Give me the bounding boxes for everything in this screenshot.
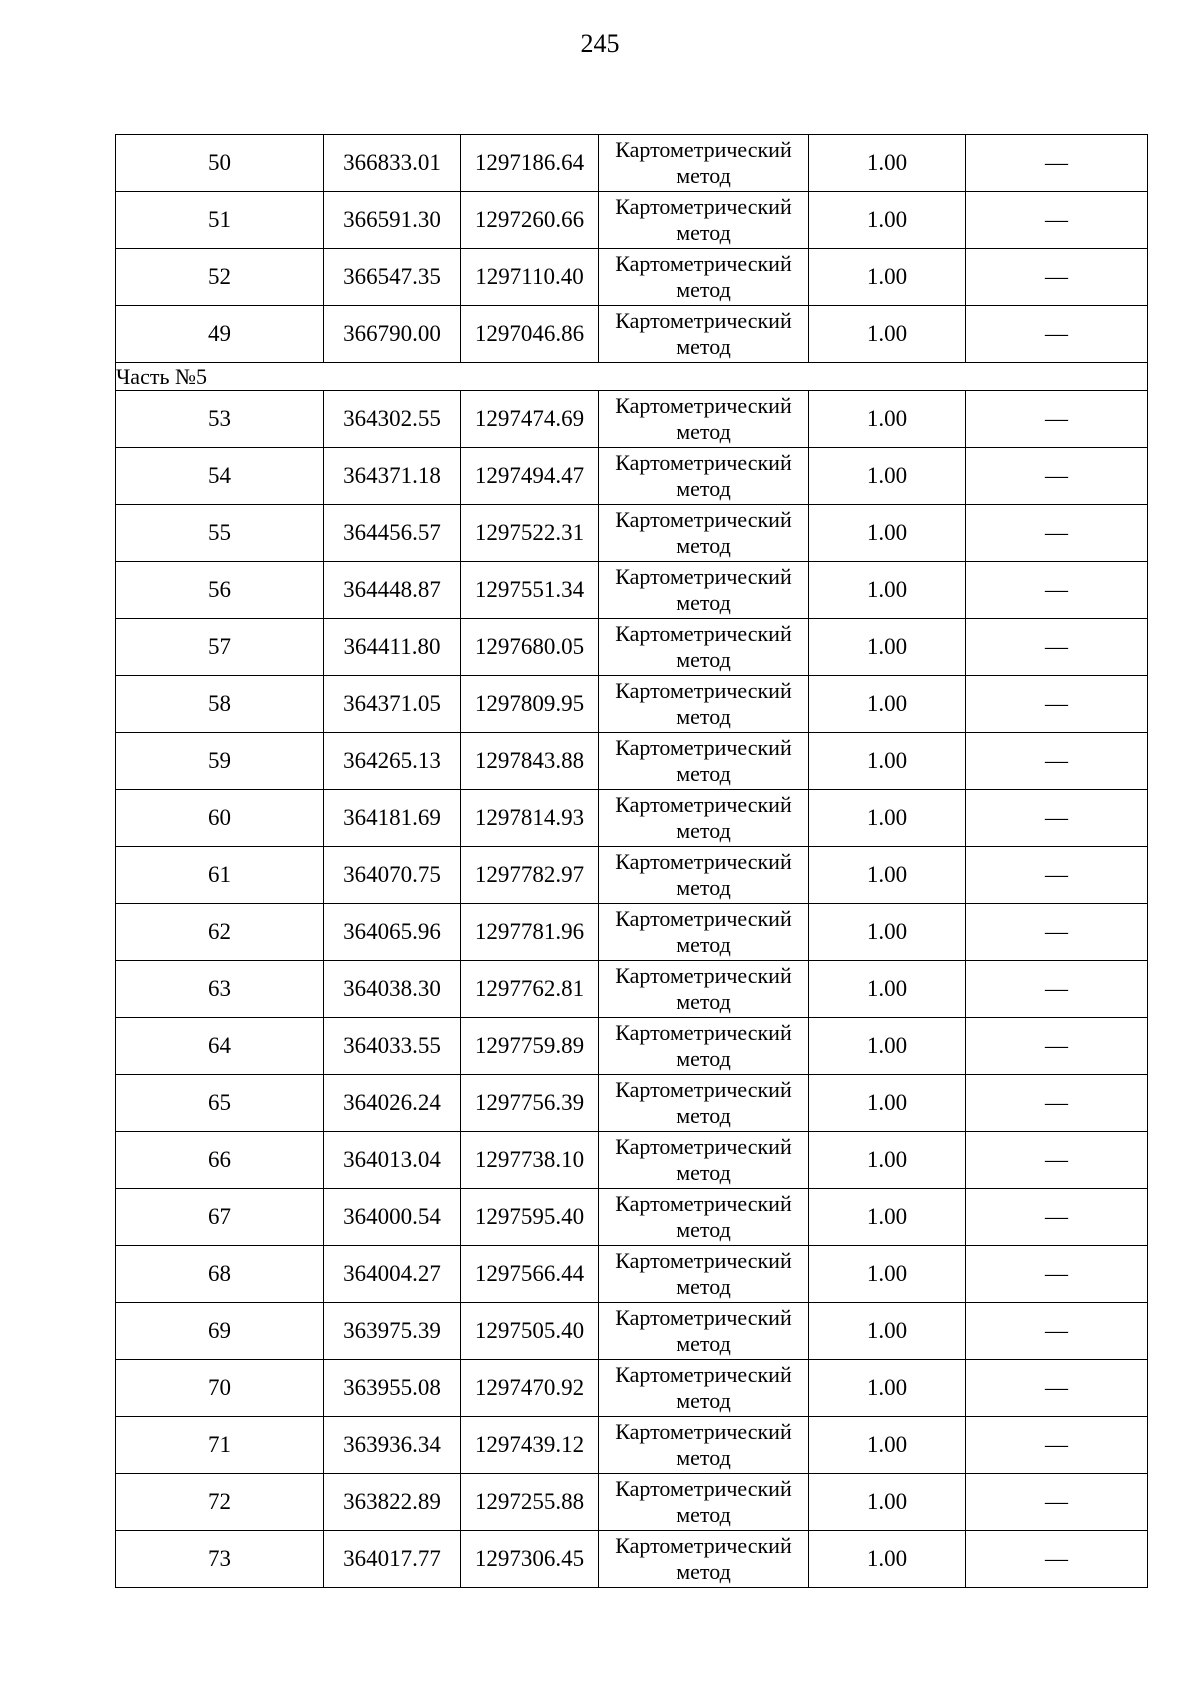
table-row — [116, 1531, 1148, 1588]
x-coordinate-cell: 366547.35 — [324, 249, 461, 306]
point-number-cell: 56 — [116, 562, 324, 619]
method-cell: Картометрический метод — [599, 1132, 809, 1189]
method-cell: Картометрический метод — [599, 562, 809, 619]
method-cell: Картометрический метод — [599, 1303, 809, 1360]
x-coordinate-cell: 364448.87 — [324, 562, 461, 619]
y-coordinate-cell: 1297595.40 — [461, 1189, 599, 1246]
method-cell: Картометрический метод — [599, 1531, 809, 1588]
table-row — [116, 1075, 1148, 1132]
point-number-cell: 69 — [116, 1303, 324, 1360]
accuracy-cell: 1.00 — [809, 961, 966, 1018]
note-cell: — — [966, 1018, 1148, 1075]
note-cell: — — [966, 733, 1148, 790]
y-coordinate-cell: 1297306.45 — [461, 1531, 599, 1588]
x-coordinate-cell: 364026.24 — [324, 1075, 461, 1132]
accuracy-cell: 1.00 — [809, 391, 966, 448]
x-coordinate-cell: 363955.08 — [324, 1360, 461, 1417]
x-coordinate-cell: 364000.54 — [324, 1189, 461, 1246]
table-row — [116, 904, 1148, 961]
x-coordinate-cell: 364013.04 — [324, 1132, 461, 1189]
accuracy-cell: 1.00 — [809, 1246, 966, 1303]
note-cell: — — [966, 391, 1148, 448]
method-cell: Картометрический метод — [599, 391, 809, 448]
note-cell: — — [966, 505, 1148, 562]
accuracy-cell: 1.00 — [809, 1303, 966, 1360]
point-number-cell: 53 — [116, 391, 324, 448]
y-coordinate-cell: 1297814.93 — [461, 790, 599, 847]
point-number-cell: 58 — [116, 676, 324, 733]
point-number-cell: 54 — [116, 448, 324, 505]
point-number-cell: 51 — [116, 192, 324, 249]
point-number-cell: 60 — [116, 790, 324, 847]
note-cell: — — [966, 676, 1148, 733]
table-row — [116, 1132, 1148, 1189]
table-row — [116, 733, 1148, 790]
point-number-cell: 71 — [116, 1417, 324, 1474]
x-coordinate-cell: 363936.34 — [324, 1417, 461, 1474]
y-coordinate-cell: 1297843.88 — [461, 733, 599, 790]
point-number-cell: 64 — [116, 1018, 324, 1075]
accuracy-cell: 1.00 — [809, 733, 966, 790]
table-row — [116, 505, 1148, 562]
accuracy-cell: 1.00 — [809, 904, 966, 961]
y-coordinate-cell: 1297809.95 — [461, 676, 599, 733]
accuracy-cell: 1.00 — [809, 562, 966, 619]
x-coordinate-cell: 366790.00 — [324, 306, 461, 363]
note-cell: — — [966, 562, 1148, 619]
table-row — [116, 1303, 1148, 1360]
note-cell: — — [966, 448, 1148, 505]
accuracy-cell: 1.00 — [809, 790, 966, 847]
accuracy-cell: 1.00 — [809, 619, 966, 676]
y-coordinate-cell: 1297505.40 — [461, 1303, 599, 1360]
y-coordinate-cell: 1297782.97 — [461, 847, 599, 904]
note-cell: — — [966, 1132, 1148, 1189]
y-coordinate-cell: 1297756.39 — [461, 1075, 599, 1132]
method-cell: Картометрический метод — [599, 505, 809, 562]
x-coordinate-cell: 364371.18 — [324, 448, 461, 505]
x-coordinate-cell: 364033.55 — [324, 1018, 461, 1075]
x-coordinate-cell: 363975.39 — [324, 1303, 461, 1360]
method-cell: Картометрический метод — [599, 1018, 809, 1075]
accuracy-cell: 1.00 — [809, 1075, 966, 1132]
coordinates-table-body — [116, 135, 1148, 1588]
accuracy-cell: 1.00 — [809, 1360, 966, 1417]
x-coordinate-cell: 366591.30 — [324, 192, 461, 249]
y-coordinate-cell: 1297762.81 — [461, 961, 599, 1018]
table-row — [116, 391, 1148, 448]
accuracy-cell: 1.00 — [809, 847, 966, 904]
method-cell: Картометрический метод — [599, 135, 809, 192]
table-row — [116, 847, 1148, 904]
y-coordinate-cell: 1297470.92 — [461, 1360, 599, 1417]
y-coordinate-cell: 1297110.40 — [461, 249, 599, 306]
method-cell: Картометрический метод — [599, 1189, 809, 1246]
method-cell: Картометрический метод — [599, 1417, 809, 1474]
x-coordinate-cell: 364411.80 — [324, 619, 461, 676]
method-cell: Картометрический метод — [599, 676, 809, 733]
table-row — [116, 249, 1148, 306]
accuracy-cell: 1.00 — [809, 505, 966, 562]
accuracy-cell: 1.00 — [809, 448, 966, 505]
table-row — [116, 1246, 1148, 1303]
point-number-cell: 50 — [116, 135, 324, 192]
method-cell: Картометрический метод — [599, 448, 809, 505]
method-cell: Картометрический метод — [599, 1474, 809, 1531]
note-cell: — — [966, 904, 1148, 961]
note-cell: — — [966, 249, 1148, 306]
note-cell: — — [966, 1360, 1148, 1417]
point-number-cell: 57 — [116, 619, 324, 676]
x-coordinate-cell: 364038.30 — [324, 961, 461, 1018]
point-number-cell: 62 — [116, 904, 324, 961]
note-cell: — — [966, 1246, 1148, 1303]
method-cell: Картометрический метод — [599, 249, 809, 306]
point-number-cell: 67 — [116, 1189, 324, 1246]
table-row — [116, 1018, 1148, 1075]
table-row — [116, 192, 1148, 249]
section-header-row — [116, 363, 1148, 391]
point-number-cell: 70 — [116, 1360, 324, 1417]
accuracy-cell: 1.00 — [809, 1018, 966, 1075]
y-coordinate-cell: 1297186.64 — [461, 135, 599, 192]
accuracy-cell: 1.00 — [809, 306, 966, 363]
x-coordinate-cell: 364070.75 — [324, 847, 461, 904]
y-coordinate-cell: 1297046.86 — [461, 306, 599, 363]
accuracy-cell: 1.00 — [809, 192, 966, 249]
method-cell: Картометрический метод — [599, 1075, 809, 1132]
point-number-cell: 55 — [116, 505, 324, 562]
note-cell: — — [966, 1474, 1148, 1531]
point-number-cell: 66 — [116, 1132, 324, 1189]
accuracy-cell: 1.00 — [809, 1474, 966, 1531]
x-coordinate-cell: 364017.77 — [324, 1531, 461, 1588]
method-cell: Картометрический метод — [599, 1246, 809, 1303]
accuracy-cell: 1.00 — [809, 249, 966, 306]
point-number-cell: 49 — [116, 306, 324, 363]
note-cell: — — [966, 790, 1148, 847]
table-row — [116, 448, 1148, 505]
method-cell: Картометрический метод — [599, 904, 809, 961]
point-number-cell: 65 — [116, 1075, 324, 1132]
x-coordinate-cell: 364456.57 — [324, 505, 461, 562]
coordinates-table — [115, 134, 1148, 1588]
method-cell: Картометрический метод — [599, 847, 809, 904]
method-cell: Картометрический метод — [599, 192, 809, 249]
accuracy-cell: 1.00 — [809, 1132, 966, 1189]
x-coordinate-cell: 364371.05 — [324, 676, 461, 733]
point-number-cell: 52 — [116, 249, 324, 306]
note-cell: — — [966, 1189, 1148, 1246]
method-cell: Картометрический метод — [599, 733, 809, 790]
table-row — [116, 1189, 1148, 1246]
table-row — [116, 306, 1148, 363]
x-coordinate-cell: 364065.96 — [324, 904, 461, 961]
table-row — [116, 562, 1148, 619]
page-number: 245 — [580, 29, 620, 58]
point-number-cell: 68 — [116, 1246, 324, 1303]
point-number-cell: 63 — [116, 961, 324, 1018]
method-cell: Картометрический метод — [599, 619, 809, 676]
y-coordinate-cell: 1297759.89 — [461, 1018, 599, 1075]
section-label: Часть №5 — [116, 363, 1148, 391]
note-cell: — — [966, 135, 1148, 192]
accuracy-cell: 1.00 — [809, 676, 966, 733]
x-coordinate-cell: 364181.69 — [324, 790, 461, 847]
table-row — [116, 619, 1148, 676]
note-cell: — — [966, 192, 1148, 249]
y-coordinate-cell: 1297494.47 — [461, 448, 599, 505]
table-row — [116, 790, 1148, 847]
y-coordinate-cell: 1297522.31 — [461, 505, 599, 562]
y-coordinate-cell: 1297781.96 — [461, 904, 599, 961]
note-cell: — — [966, 619, 1148, 676]
y-coordinate-cell: 1297551.34 — [461, 562, 599, 619]
y-coordinate-cell: 1297566.44 — [461, 1246, 599, 1303]
y-coordinate-cell: 1297680.05 — [461, 619, 599, 676]
point-number-cell: 59 — [116, 733, 324, 790]
note-cell: — — [966, 847, 1148, 904]
x-coordinate-cell: 364004.27 — [324, 1246, 461, 1303]
method-cell: Картометрический метод — [599, 306, 809, 363]
table-row — [116, 1360, 1148, 1417]
note-cell: — — [966, 306, 1148, 363]
point-number-cell: 72 — [116, 1474, 324, 1531]
note-cell: — — [966, 961, 1148, 1018]
y-coordinate-cell: 1297474.69 — [461, 391, 599, 448]
note-cell: — — [966, 1075, 1148, 1132]
x-coordinate-cell: 363822.89 — [324, 1474, 461, 1531]
x-coordinate-cell: 364302.55 — [324, 391, 461, 448]
y-coordinate-cell: 1297738.10 — [461, 1132, 599, 1189]
method-cell: Картометрический метод — [599, 1360, 809, 1417]
table-row — [116, 1474, 1148, 1531]
y-coordinate-cell: 1297255.88 — [461, 1474, 599, 1531]
table-row — [116, 1417, 1148, 1474]
table-row — [116, 961, 1148, 1018]
accuracy-cell: 1.00 — [809, 1189, 966, 1246]
point-number-cell: 61 — [116, 847, 324, 904]
note-cell: — — [966, 1303, 1148, 1360]
accuracy-cell: 1.00 — [809, 1531, 966, 1588]
table-row — [116, 676, 1148, 733]
note-cell: — — [966, 1417, 1148, 1474]
y-coordinate-cell: 1297260.66 — [461, 192, 599, 249]
x-coordinate-cell: 364265.13 — [324, 733, 461, 790]
accuracy-cell: 1.00 — [809, 135, 966, 192]
x-coordinate-cell: 366833.01 — [324, 135, 461, 192]
y-coordinate-cell: 1297439.12 — [461, 1417, 599, 1474]
table-row — [116, 135, 1148, 192]
note-cell: — — [966, 1531, 1148, 1588]
accuracy-cell: 1.00 — [809, 1417, 966, 1474]
method-cell: Картометрический метод — [599, 961, 809, 1018]
point-number-cell: 73 — [116, 1531, 324, 1588]
method-cell: Картометрический метод — [599, 790, 809, 847]
